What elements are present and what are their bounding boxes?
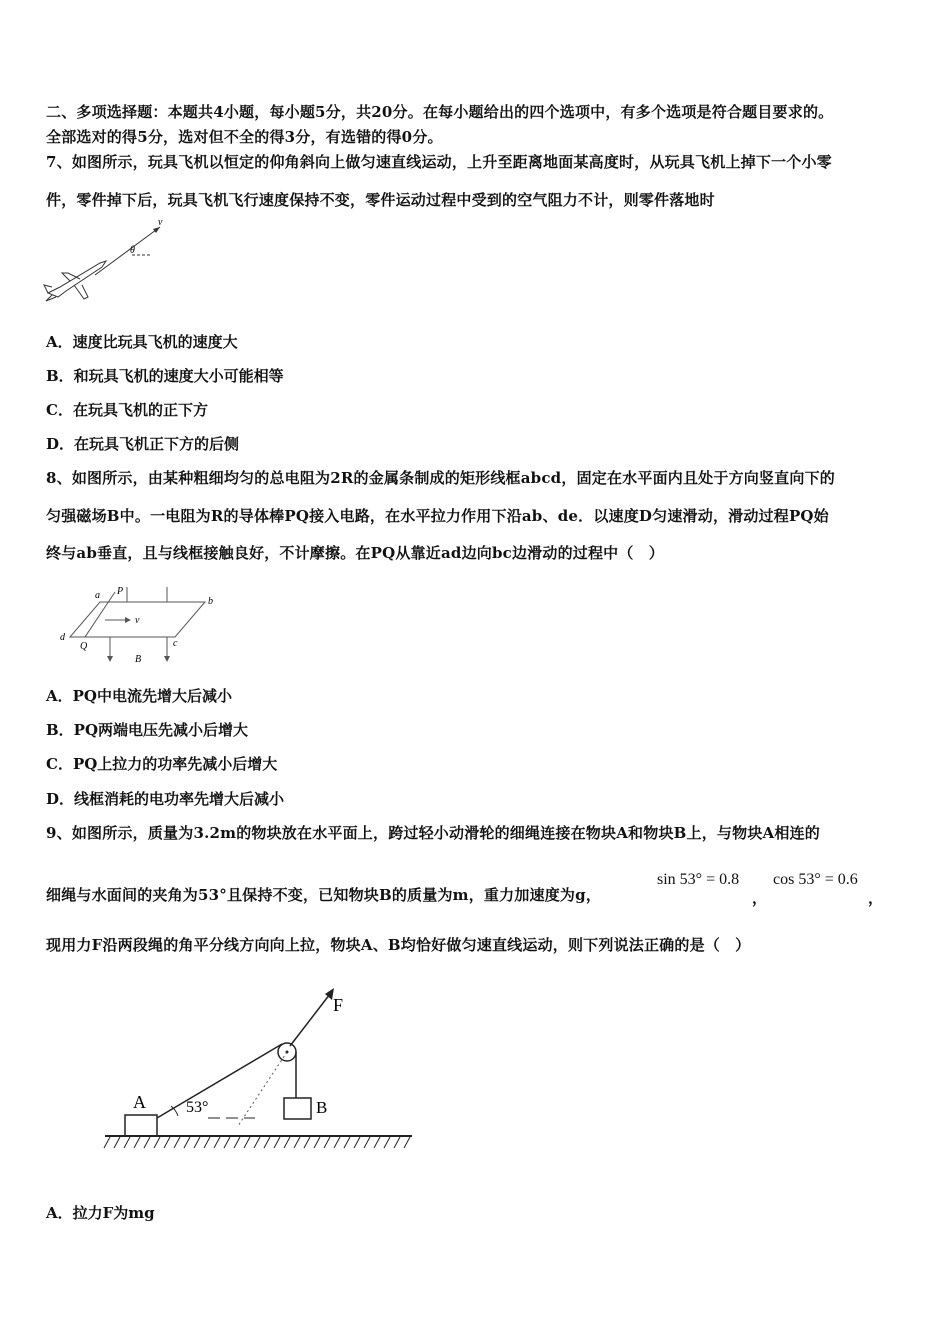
- q8-option-b: B．PQ两端电压先减小后增大: [46, 721, 249, 739]
- q7-option-c: C．在玩具飞机的正下方: [46, 401, 208, 419]
- q9-stem-line1: 9、如图所示，质量为3.2m的物块放在水平面上，跨过轻小动滑轮的细绳连接在物块A和物块B上，与物块A相连的: [46, 824, 820, 842]
- q8-label-b: b: [208, 596, 213, 607]
- q9-rope-a: [157, 1044, 282, 1118]
- q7-v-label: v: [158, 217, 163, 228]
- q8-stem-line2: 匀强磁场B中。一电阻为R的导体棒PQ接入电路，在水平拉力作用下沿ab、de．以速度D匀速滑动，滑动过程PQ始: [46, 507, 829, 525]
- q8-label-a: a: [95, 590, 100, 601]
- q7-stem-line1: 7、如图所示，玩具飞机以恒定的仰角斜向上做匀速直线运动，上升至距离地面某高度时，从玩具飞机上掉下一个小零: [46, 153, 832, 171]
- q9-pulley-figure: [100, 978, 420, 1158]
- q8-option-d: D．线框消耗的电功率先增大后减小: [46, 790, 285, 808]
- q7-theta-label: θ: [130, 245, 135, 256]
- q9-bisector-dotted: [238, 1052, 287, 1126]
- q8-label-d: d: [60, 632, 65, 643]
- q9-comma-2: ，: [868, 889, 884, 907]
- q9-sin-formula: sin 53° = 0.8: [657, 871, 740, 888]
- q8-label-B: B: [135, 654, 142, 665]
- q9-label-f: F: [333, 995, 344, 1015]
- q9-force-arrow: [290, 994, 330, 1046]
- q8-label-v: v: [135, 615, 140, 626]
- q9-angle-label: 53°: [186, 1099, 209, 1116]
- q9-label-a: A: [133, 1092, 146, 1112]
- q8-label-p: P: [117, 586, 124, 597]
- q7-option-d: D．在玩具飞机正下方的后侧: [46, 435, 240, 453]
- q8-option-c: C．PQ上拉力的功率先减小后增大: [46, 755, 278, 773]
- q8-stem-line3: 终与ab垂直，且与线框接触良好，不计摩擦。在PQ从靠近ad边向bc边滑动的过程中（ ）: [46, 544, 664, 562]
- q7-velocity-arrow: [95, 227, 160, 275]
- section-instructions-line2: 全部选对的得5分，选对但不全的得3分，有选错的得0分。: [46, 128, 443, 146]
- q9-stem-line3: 现用力F沿两段绳的角平分线方向向上拉，物块A、B均恰好做匀速直线运动，则下列说法正确的是（ ）: [46, 936, 751, 954]
- q9-block-a: [125, 1115, 157, 1136]
- q8-option-a: A．PQ中电流先增大后减小: [46, 687, 232, 705]
- q9-option-a: A．拉力F为mg: [46, 1204, 155, 1222]
- q9-stem-line2: 细绳与水面间的夹角为53°且保持不变，已知物块B的质量为m，重力加速度为g，: [46, 886, 602, 904]
- q9-block-b: [284, 1098, 311, 1119]
- q7-toy-airplane: [44, 261, 106, 301]
- q9-comma-1: ，: [752, 889, 768, 907]
- section-instructions-line1: 二、多项选择题：本题共4小题，每小题5分，共20分。在每小题给出的四个选项中，有多个选项是符合题目要求的。: [46, 103, 834, 121]
- q7-option-a: A．速度比玩具飞机的速度大: [46, 333, 238, 351]
- q7-airplane-figure: [40, 215, 175, 305]
- q9-cos-formula: cos 53° = 0.6: [773, 871, 858, 888]
- q8-label-q: Q: [80, 641, 88, 652]
- q7-stem-line2: 件，零件掉下后，玩具飞机飞行速度保持不变，零件运动过程中受到的空气阻力不计，则零件落地时: [46, 191, 715, 209]
- q9-label-b: B: [316, 1098, 328, 1117]
- q8-frame-figure: [55, 582, 230, 667]
- q9-ground-hatching: [104, 1137, 410, 1148]
- q8-stem-line1: 8、如图所示，由某种粗细均匀的总电阻为2R的金属条制成的矩形线框abcd，固定在水平面内且处于方向竖直向下的: [46, 469, 835, 487]
- q8-label-c: c: [173, 638, 178, 649]
- q7-option-b: B．和玩具飞机的速度大小可能相等: [46, 367, 284, 385]
